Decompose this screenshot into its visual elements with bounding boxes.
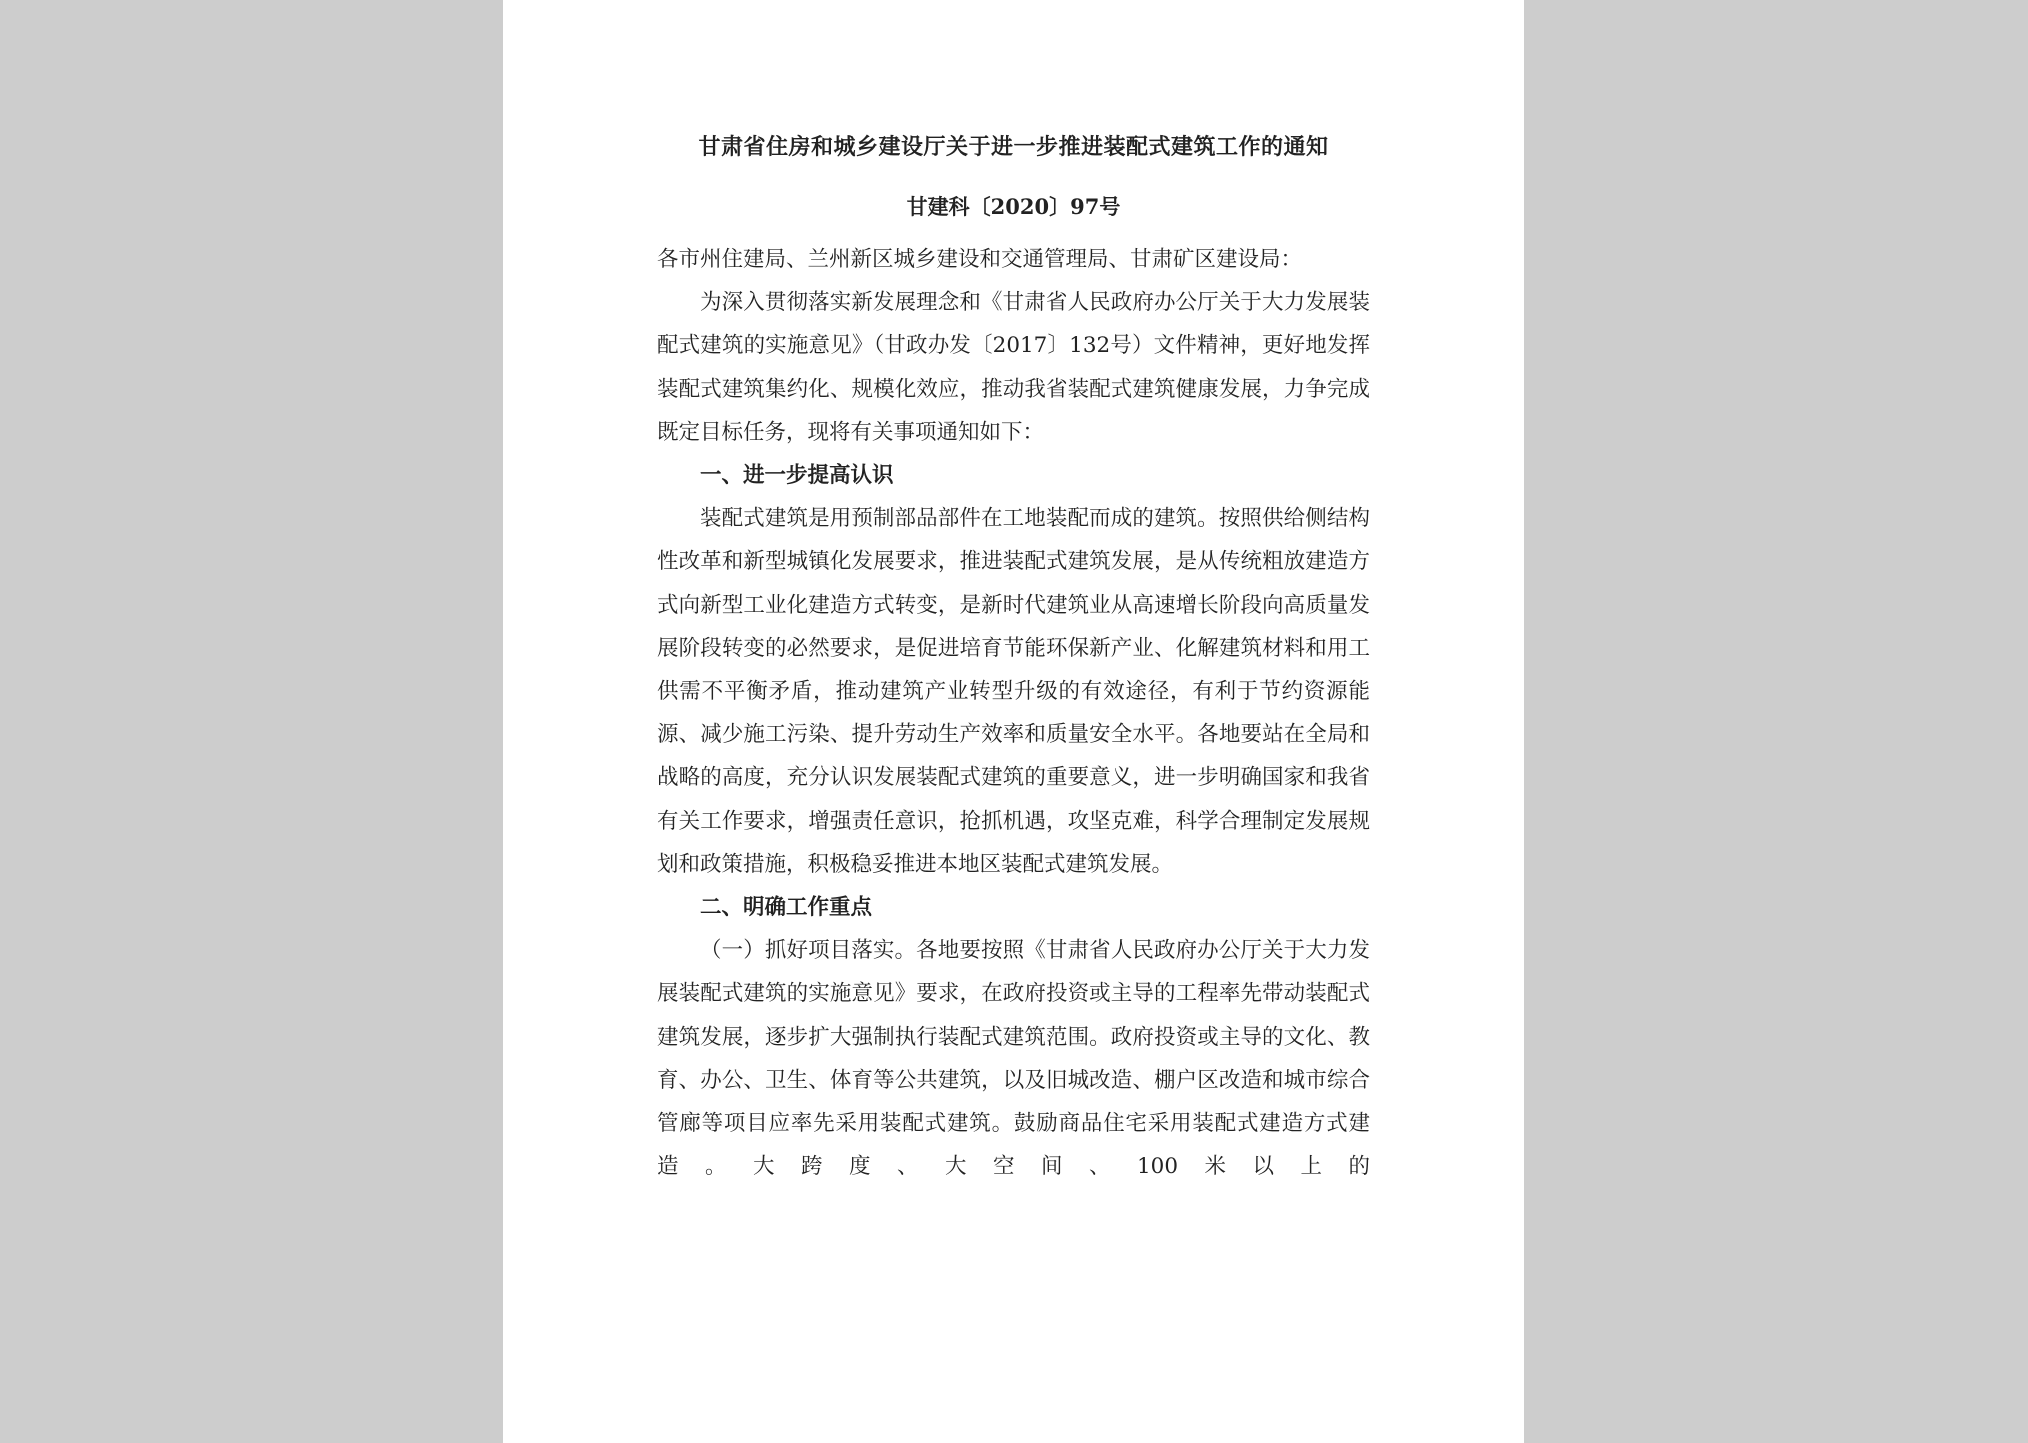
document-title: 甘肃省住房和城乡建设厅关于进一步推进装配式建筑工作的通知 bbox=[698, 134, 1329, 160]
document-page bbox=[503, 0, 1524, 1443]
section-heading-1: 一、进一步提高认识 bbox=[700, 463, 894, 489]
section-heading-2: 二、明确工作重点 bbox=[700, 895, 873, 921]
intro-paragraph: 为深入贯彻落实新发展理念和《甘肃省人民政府办公厅关于大力发展装配式建筑的实施意见》（甘政办发〔2017〕132号）文件精神，更好地发挥装配式建筑集约化、规模化效应，推动我省装配式建筑健康发展，力争完成既定目标任务，现将有关事项通知如下： bbox=[657, 290, 1370, 445]
section-1-paragraph: 装配式建筑是用预制部品部件在工地装配而成的建筑。按照供给侧结构性改革和新型城镇化发展要求，推进装配式建筑发展，是从传统粗放建造方式向新型工业化建造方式转变，是新时代建筑业从高速增长阶段向高质量发展阶段转变的必然要求，是促进培育节能环保新产业、化解建筑材料和用工供需不平衡矛盾，推动建筑产业转型升级的有效途径，有利于节约资源能源、减少施工污染、提升劳动生产效率和质量安全水平。各地要站在全局和战略的高度，充分认识发展装配式建筑的重要意义，进一步明确国家和我省有关工作要求，增强责任意识，抢抓机遇，攻坚克难，科学合理制定发展规划和政策措施，积极稳妥推进本地区装配式建筑发展。 bbox=[657, 506, 1370, 877]
document-number: 甘建科〔2020〕97号 bbox=[906, 194, 1121, 219]
section-2-item-1-paragraph: （一）抓好项目落实。各地要按照《甘肃省人民政府办公厅关于大力发展装配式建筑的实施意见》要求，在政府投资或主导的工程率先带动装配式建筑发展，逐步扩大强制执行装配式建筑范围。政府投资或主导的文化、教育、办公、卫生、体育等公共建筑，以及旧城改造、棚户区改造和城市综合管廊等项目应率先采用装配式建筑。鼓励商品住宅采用装配式建造方式建造。大跨度、大空间、100米以上的 bbox=[657, 938, 1370, 1180]
addressee-line: 各市州住建局、兰州新区城乡建设和交通管理局、甘肃矿区建设局： bbox=[657, 247, 1303, 272]
